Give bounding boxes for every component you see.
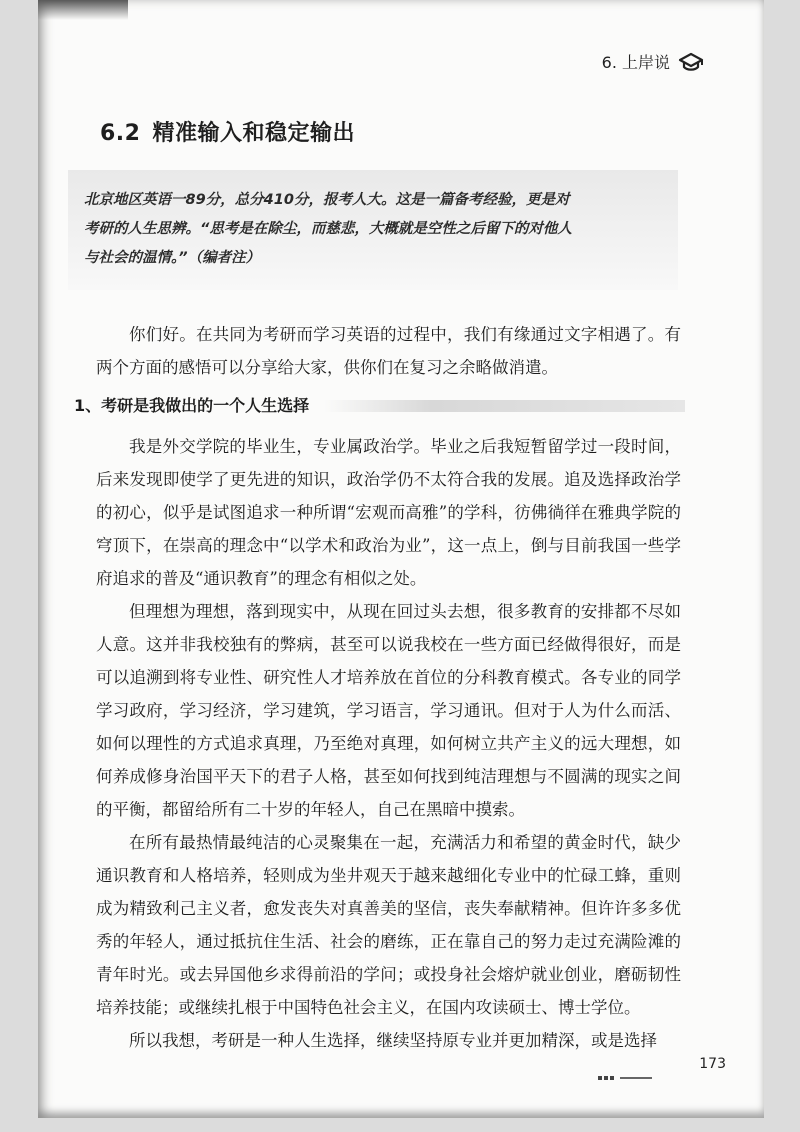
scan-shadow — [38, 0, 128, 20]
header-label: 6. 上岸说 — [601, 53, 670, 72]
subsection-heading-text: 1、考研是我做出的一个人生选择 — [74, 396, 310, 415]
page-number: 173 — [699, 1056, 726, 1072]
graduation-cap-icon — [678, 51, 704, 73]
running-header — [602, 50, 704, 73]
page-number-rule — [598, 1076, 652, 1080]
editor-note-line: 考研的人生思辨。“思考是在除尘，而慈悲，大概就是空性之后留下的对他人 — [84, 221, 572, 237]
body-paragraph: 在所有最热情最纯洁的心灵聚集在一起，充满活力和希望的黄金时代，缺少通识教育和人格培养，轻则成为坐井观天于越来越细化专业中的忙碌工蜂，重则成为精致利己主义者，愈发丧失对真善美的坚信，丧失奉献精神。但许许多多优秀的年轻人，通过抵抗住生活、社会的磨练，正在靠自己的努力走过充满险滩的青年时光。或去异国他乡求得前沿的学问；或投身社会熔炉就业创业，磨砺韧性培养技能；或继续扎根于中国特色社会主义，在国内攻读硕士、博士学位。 — [96, 833, 681, 1017]
body-paragraph: 但理想为理想，落到现实中，从现在回过头去想，很多教育的安排都不尽如人意。这并非我校独有的弊病，甚至可以说我校在一些方面已经做得很好，而是可以追溯到将专业性、研究性人才培养放在首位的分科教育模式。各专业的同学学习政府，学习经济，学习建筑，学习语言，学习通讯。但对于人为什么而活、如何以理性的方式追求真理，乃至绝对真理，如何树立共产主义的远大理想，如何养成修身治国平天下的君子人格，甚至如何找到纯洁理想与不圆满的现实之间的平衡，都留给所有二十岁的年轻人，自己在黑暗中摸索。 — [96, 602, 681, 819]
section-number: 6.2 — [100, 121, 141, 146]
subsection-heading — [74, 386, 681, 426]
body-paragraph: 我是外交学院的毕业生，专业属政治学。毕业之后我短暂留学过一段时间，后来发现即使学了更先进的知识，政治学仍不太符合我的发展。追及选择政治学的初心，似乎是试图追求一种所谓“宏观而高雅”的学科，彷佛徜徉在雅典学院的穹顶下，在崇高的理念中“以学术和政治为业”，这一点上，倒与目前我国一些学府追求的普及“通识教育”的理念有相似之处。 — [96, 437, 681, 588]
section-title — [100, 116, 355, 147]
heading-rule — [324, 400, 685, 412]
intro-paragraph: 你们好。在共同为考研而学习英语的过程中，我们有缘通过文字相遇了。有两个方面的感悟可以分享给大家，供你们在复习之余略做消遣。 — [96, 325, 681, 377]
section-title-text: 精准输入和稳定输出 — [152, 121, 355, 146]
editor-note — [68, 170, 678, 290]
editor-note-line: 北京地区英语一89分，总分410分，报考人大。这是一篇备考经验，更是对 — [84, 192, 570, 208]
body-paragraph: 所以我想，考研是一种人生选择，继续坚持原专业并更加精深，或是选择 — [129, 1031, 657, 1050]
article-body — [74, 318, 681, 1057]
editor-note-line: 与社会的温情。”（编者注） — [84, 250, 261, 266]
